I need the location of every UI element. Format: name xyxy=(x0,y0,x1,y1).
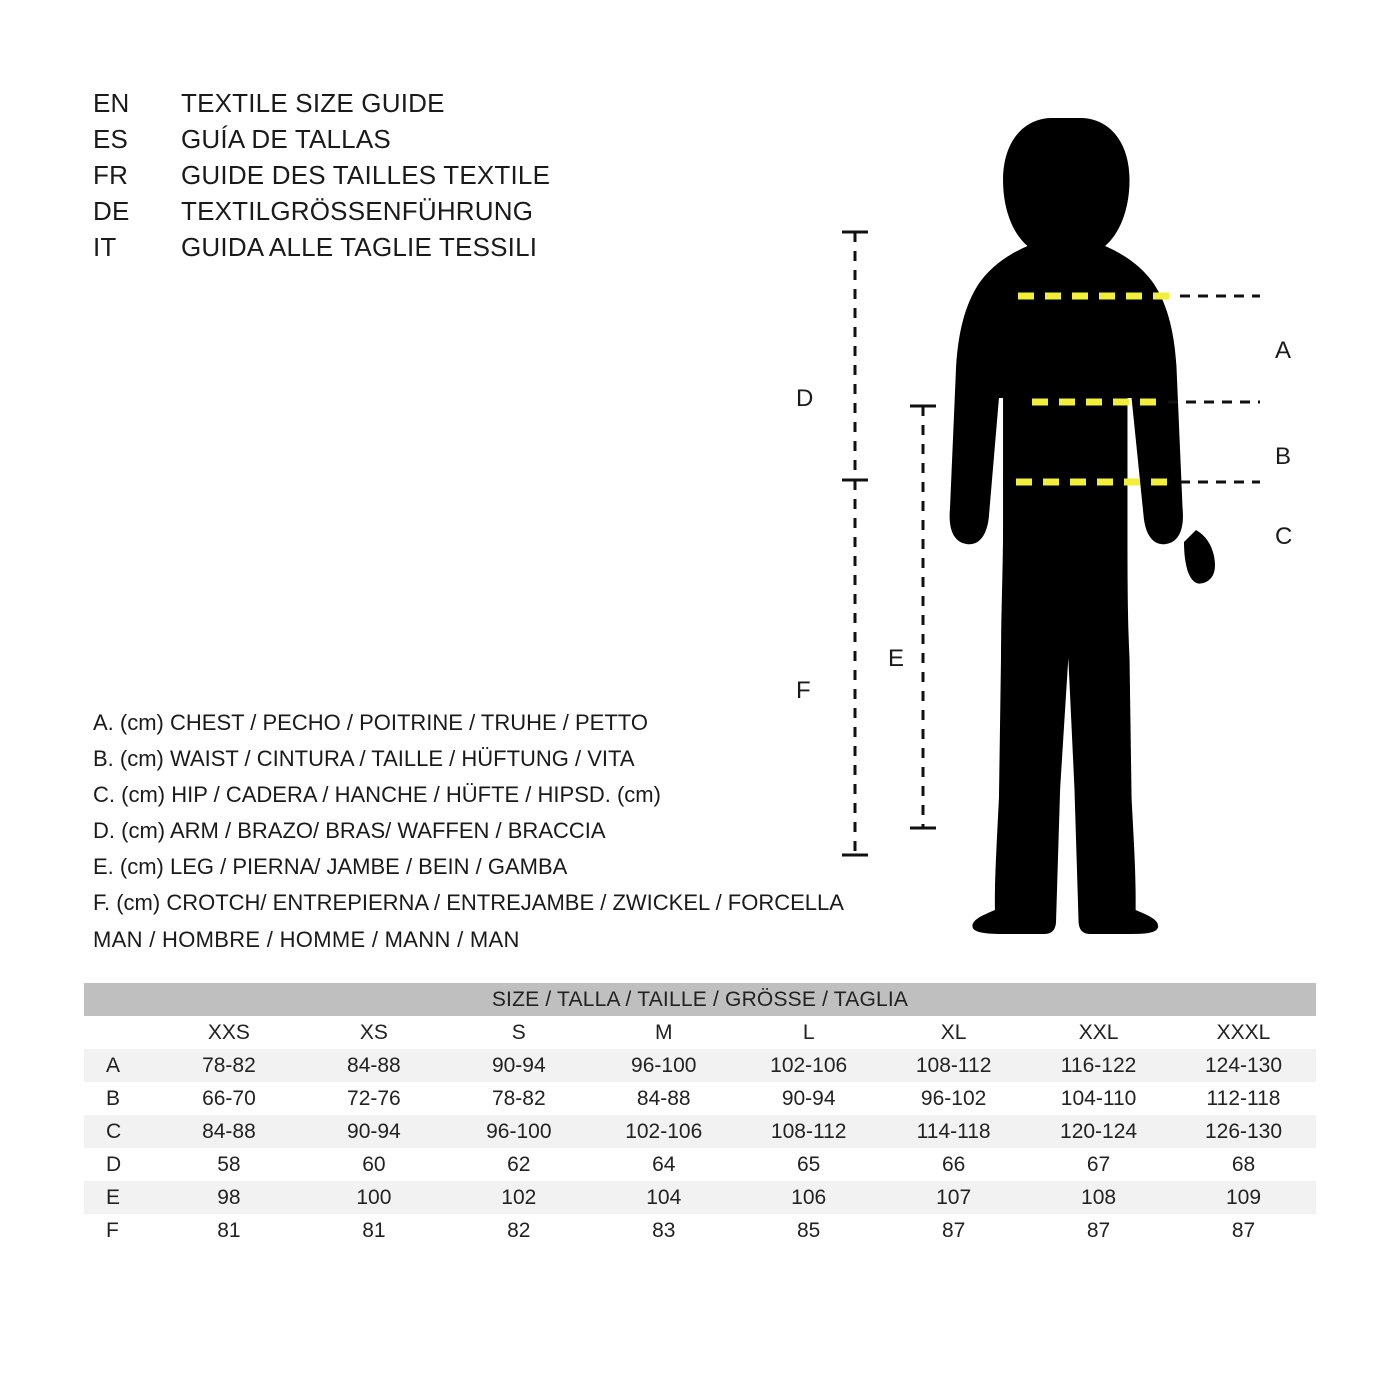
table-row xyxy=(84,1181,1316,1214)
cell-e-xxs: 98 xyxy=(156,1181,301,1214)
cell-a-xl: 108-112 xyxy=(881,1049,1026,1082)
title-row xyxy=(93,232,713,268)
legend-item-d: D. (cm) ARM / BRAZO/ BRAS/ WAFFEN / BRACCIA xyxy=(93,818,606,843)
title-block xyxy=(93,88,713,268)
title-text-es: GUÍA DE TALLAS xyxy=(181,124,391,154)
cell-d-xl: 66 xyxy=(881,1148,1026,1181)
title-lang-it: IT xyxy=(93,232,117,262)
cell-d-xxs: 58 xyxy=(156,1148,301,1181)
column-header-m: M xyxy=(591,1016,736,1049)
size-table xyxy=(84,983,1316,1247)
legend-item-c: C. (cm) HIP / CADERA / HANCHE / HÜFTE / HIPSD. (cm) xyxy=(93,782,661,807)
cell-c-xxl: 120-124 xyxy=(1026,1115,1171,1148)
cell-d-l: 65 xyxy=(736,1148,881,1181)
cell-a-l: 102-106 xyxy=(736,1049,881,1082)
row-key-a: A xyxy=(84,1049,156,1082)
cell-c-s: 96-100 xyxy=(446,1115,591,1148)
cell-e-xs: 100 xyxy=(301,1181,446,1214)
diagram-label-c: C xyxy=(1275,523,1293,550)
table-row xyxy=(84,1148,1316,1181)
legend-item-e: E. (cm) LEG / PIERNA/ JAMBE / BEIN / GAMBA xyxy=(93,854,568,879)
corner-cell xyxy=(84,1016,156,1049)
row-key-f: F xyxy=(84,1214,156,1247)
cell-b-l: 90-94 xyxy=(736,1082,881,1115)
title-text-en: TEXTILE SIZE GUIDE xyxy=(181,88,445,118)
diagram-label-d: D xyxy=(796,385,814,412)
legend-item-f: F. (cm) CROTCH/ ENTREPIERNA / ENTREJAMBE / ZWICKEL / FORCELLA xyxy=(93,890,844,915)
table-band-header xyxy=(84,983,1316,1016)
table-column-headers xyxy=(84,1016,1316,1049)
cell-c-m: 102-106 xyxy=(591,1115,736,1148)
cell-e-m: 104 xyxy=(591,1181,736,1214)
cell-e-l: 106 xyxy=(736,1181,881,1214)
title-row xyxy=(93,124,713,160)
diagram-label-a: A xyxy=(1275,337,1292,364)
cell-e-xxl: 108 xyxy=(1026,1181,1171,1214)
row-key-e: E xyxy=(84,1181,156,1214)
cell-f-xs: 81 xyxy=(301,1214,446,1247)
title-text-it: GUIDA ALLE TAGLIE TESSILI xyxy=(181,232,538,262)
cell-f-xl: 87 xyxy=(881,1214,1026,1247)
cell-b-xxxl: 112-118 xyxy=(1171,1082,1316,1115)
cell-f-xxs: 81 xyxy=(156,1214,301,1247)
cell-d-xxl: 67 xyxy=(1026,1148,1171,1181)
cell-f-xxxl: 87 xyxy=(1171,1214,1316,1247)
title-text-de: TEXTILGRÖSSENFÜHRUNG xyxy=(181,196,534,226)
title-lang-fr: FR xyxy=(93,160,129,190)
diagram-label-f: F xyxy=(796,677,811,704)
title-row xyxy=(93,160,713,196)
diagram-label-e: E xyxy=(888,645,905,672)
male-silhouette xyxy=(950,118,1215,934)
title-lang-es: ES xyxy=(93,124,129,154)
row-key-c: C xyxy=(84,1115,156,1148)
cell-e-s: 102 xyxy=(446,1181,591,1214)
cell-d-s: 62 xyxy=(446,1148,591,1181)
table-band-label: SIZE / TALLA / TAILLE / GRÖSSE / TAGLIA xyxy=(84,983,1316,1016)
table-row xyxy=(84,1214,1316,1247)
title-lang-de: DE xyxy=(93,196,130,226)
cell-f-l: 85 xyxy=(736,1214,881,1247)
cell-d-m: 64 xyxy=(591,1148,736,1181)
cell-c-xxs: 84-88 xyxy=(156,1115,301,1148)
cell-d-xxxl: 68 xyxy=(1171,1148,1316,1181)
cell-f-s: 82 xyxy=(446,1214,591,1247)
column-header-xxs: XXS xyxy=(156,1016,301,1049)
row-key-b: B xyxy=(84,1082,156,1115)
cell-e-xxxl: 109 xyxy=(1171,1181,1316,1214)
column-header-xxxl: XXXL xyxy=(1171,1016,1316,1049)
table-row xyxy=(84,1049,1316,1082)
cell-f-m: 83 xyxy=(591,1214,736,1247)
table-row xyxy=(84,1082,1316,1115)
title-row xyxy=(93,88,713,124)
legend-item-a: A. (cm) CHEST / PECHO / POITRINE / TRUHE / PETTO xyxy=(93,710,648,735)
title-lang-en: EN xyxy=(93,88,130,118)
cell-e-xl: 107 xyxy=(881,1181,1026,1214)
column-header-l: L xyxy=(736,1016,881,1049)
cell-b-s: 78-82 xyxy=(446,1082,591,1115)
cell-c-xl: 114-118 xyxy=(881,1115,1026,1148)
column-header-xl: XL xyxy=(881,1016,1026,1049)
column-header-s: S xyxy=(446,1016,591,1049)
title-row xyxy=(93,196,713,232)
gender-label: MAN / HOMBRE / HOMME / MANN / MAN xyxy=(93,927,520,952)
column-header-xxl: XXL xyxy=(1026,1016,1171,1049)
cell-a-xs: 84-88 xyxy=(301,1049,446,1082)
cell-b-xl: 96-102 xyxy=(881,1082,1026,1115)
cell-a-s: 90-94 xyxy=(446,1049,591,1082)
cell-a-xxl: 116-122 xyxy=(1026,1049,1171,1082)
cell-b-m: 84-88 xyxy=(591,1082,736,1115)
cell-c-xxxl: 126-130 xyxy=(1171,1115,1316,1148)
diagram-label-b: B xyxy=(1275,443,1292,470)
cell-b-xxl: 104-110 xyxy=(1026,1082,1171,1115)
title-text-fr: GUIDE DES TAILLES TEXTILE xyxy=(181,160,551,190)
cell-d-xs: 60 xyxy=(301,1148,446,1181)
row-key-d: D xyxy=(84,1148,156,1181)
cell-f-xxl: 87 xyxy=(1026,1214,1171,1247)
cell-a-m: 96-100 xyxy=(591,1049,736,1082)
cell-a-xxxl: 124-130 xyxy=(1171,1049,1316,1082)
table-row xyxy=(84,1115,1316,1148)
cell-c-xs: 90-94 xyxy=(301,1115,446,1148)
cell-c-l: 108-112 xyxy=(736,1115,881,1148)
cell-a-xxs: 78-82 xyxy=(156,1049,301,1082)
body-measurement-diagram xyxy=(760,60,1360,940)
column-header-xs: XS xyxy=(301,1016,446,1049)
cell-b-xxs: 66-70 xyxy=(156,1082,301,1115)
legend-item-b: B. (cm) WAIST / CINTURA / TAILLE / HÜFTUNG / VITA xyxy=(93,746,635,771)
cell-b-xs: 72-76 xyxy=(301,1082,446,1115)
